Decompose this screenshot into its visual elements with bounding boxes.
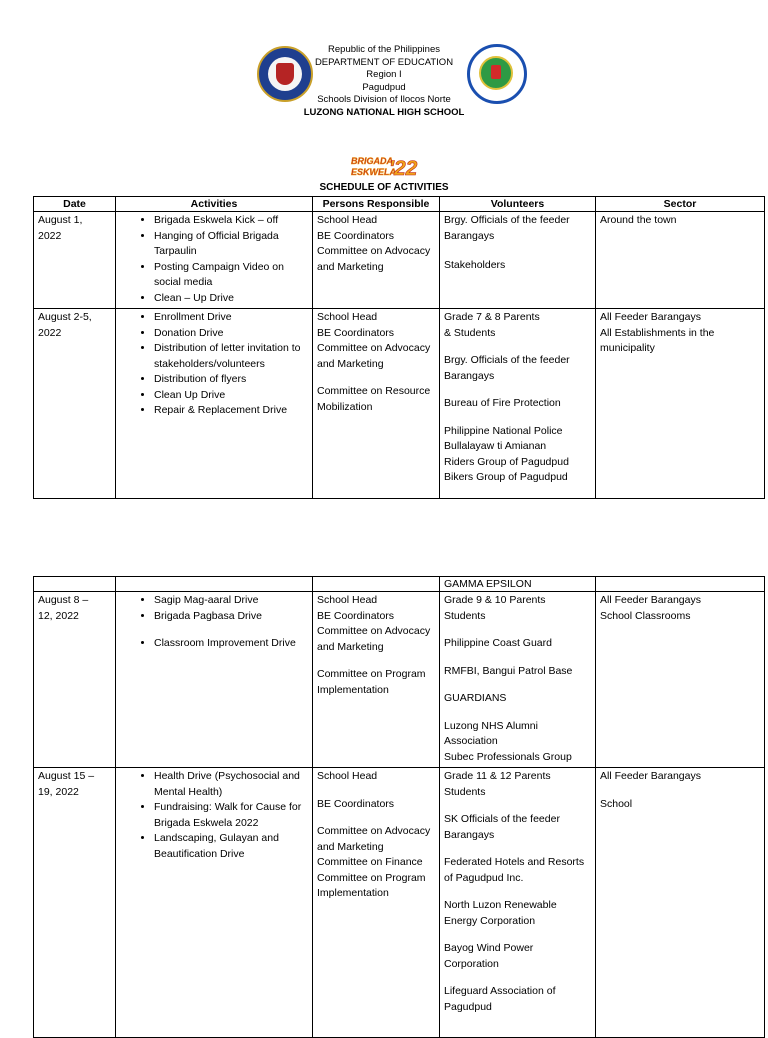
volunteers-cell: Brgy. Officials of the feeder Barangays Stakeholders (440, 212, 596, 309)
volunteers-cell: Grade 9 & 10 Parents Students Philippine Coast Guard RMFBI, Bangui Patrol Base GUARDIANS Luzong NHS Alumni Association Subec Professionals Group (440, 592, 596, 768)
svg-text:ESKWELA: ESKWELA (351, 167, 396, 177)
header-activities: Activities (116, 197, 313, 212)
activities-cell (116, 212, 313, 309)
header-volunteers: Volunteers (440, 197, 596, 212)
sector-cell: All Feeder Barangays School (596, 768, 765, 1038)
sector-cell: All Feeder Barangays School Classrooms (596, 592, 765, 768)
schedule-table-continued (33, 576, 765, 1038)
brigada-eskwela-logo (349, 153, 419, 179)
list-item: • Clean – Up Drive (154, 291, 308, 307)
region-line: Region I (366, 69, 402, 80)
activities-cell (116, 309, 313, 499)
persons-cell: School Head BE Coordinators Committee on Advocacy and Marketing Committee on Program Implementation (313, 592, 440, 768)
list-item: • Donation Drive (154, 326, 308, 342)
list-item: • Brigada Pagbasa Drive (154, 609, 308, 625)
header-sector: Sector (596, 197, 765, 212)
persons-cell: School Head BE Coordinators Committee on Advocacy and Marketing Committee on Finance Committee on Program Implementation (313, 768, 440, 1038)
schedule-table (33, 196, 765, 499)
document-title: SCHEDULE OF ACTIVITIES (319, 182, 449, 193)
date-cell: August 2-5, 2022 (34, 309, 116, 499)
table-row (34, 768, 765, 1038)
list-item: • Repair & Replacement Drive (154, 403, 308, 419)
list-item: • Sagip Mag-aaral Drive (154, 593, 308, 609)
svg-text:BRIGADA: BRIGADA (351, 156, 393, 166)
table-row (34, 212, 765, 309)
list-item: • Clean Up Drive (154, 388, 308, 404)
gamma-epsilon-label: GAMMA EPSILON (440, 577, 596, 592)
list-item: • Brigada Eskwela Kick – off (154, 213, 308, 229)
school-name: LUZONG NATIONAL HIGH SCHOOL (303, 106, 465, 118)
sector-cell: All Feeder Barangays All Establishments in the municipality (596, 309, 765, 499)
activities-cell (116, 768, 313, 1038)
list-item: • Distribution of letter invitation to stakeholders/volunteers (154, 341, 308, 372)
list-item: • Classroom Improvement Drive (154, 636, 308, 652)
svg-text:'22: '22 (389, 157, 418, 179)
list-item: • Posting Campaign Video on social media (154, 260, 308, 291)
header-date: Date (34, 197, 116, 212)
list-item: • Health Drive (Psychosocial and Mental Health) (154, 769, 308, 800)
republic-line: Republic of the Philippines (328, 44, 440, 55)
table-header-row (34, 577, 765, 592)
persons-cell: School Head BE Coordinators Committee on Advocacy and Marketing Committee on Resource Mobilization (313, 309, 440, 499)
activities-cell (116, 592, 313, 768)
table-header-row (34, 197, 765, 212)
date-cell: August 8 – 12, 2022 (34, 592, 116, 768)
department-line: DEPARTMENT OF EDUCATION (314, 56, 454, 68)
volunteers-cell: Grade 11 & 12 Parents Students SK Officials of the feeder Barangays Federated Hotels and Resorts of Pagudpud Inc. North Luzon Renewable Energy Corporation Bayog Wind Power Corporation Lifeguard Association of Pagudpud (440, 768, 596, 1038)
header-persons: Persons Responsible (313, 197, 440, 212)
list-item: • Distribution of flyers (154, 372, 308, 388)
table-row (34, 309, 765, 499)
list-item: • Enrollment Drive (154, 310, 308, 326)
date-cell: August 1, 2022 (34, 212, 116, 309)
list-item: • Fundraising: Walk for Cause for Brigada Eskwela 2022 (154, 800, 308, 831)
list-item: • Hanging of Official Brigada Tarpaulin (154, 229, 308, 260)
letterhead (0, 44, 768, 119)
municipality-line: Pagudpud (362, 81, 406, 93)
division-line: Schools Division of Ilocos Norte (317, 94, 451, 105)
table-row (34, 592, 765, 768)
sector-cell: Around the town (596, 212, 765, 309)
persons-cell: School Head BE Coordinators Committee on Advocacy and Marketing (313, 212, 440, 309)
date-cell: August 15 – 19, 2022 (34, 768, 116, 1038)
volunteers-cell: Grade 7 & 8 Parents & Students Brgy. Officials of the feeder Barangays Bureau of Fire Protection Philippine National Police Bullalayaw ti Amianan Riders Group of Pagudpud Bikers Group of Pagudpud (440, 309, 596, 499)
list-item: • Landscaping, Gulayan and Beautification Drive (154, 831, 308, 862)
